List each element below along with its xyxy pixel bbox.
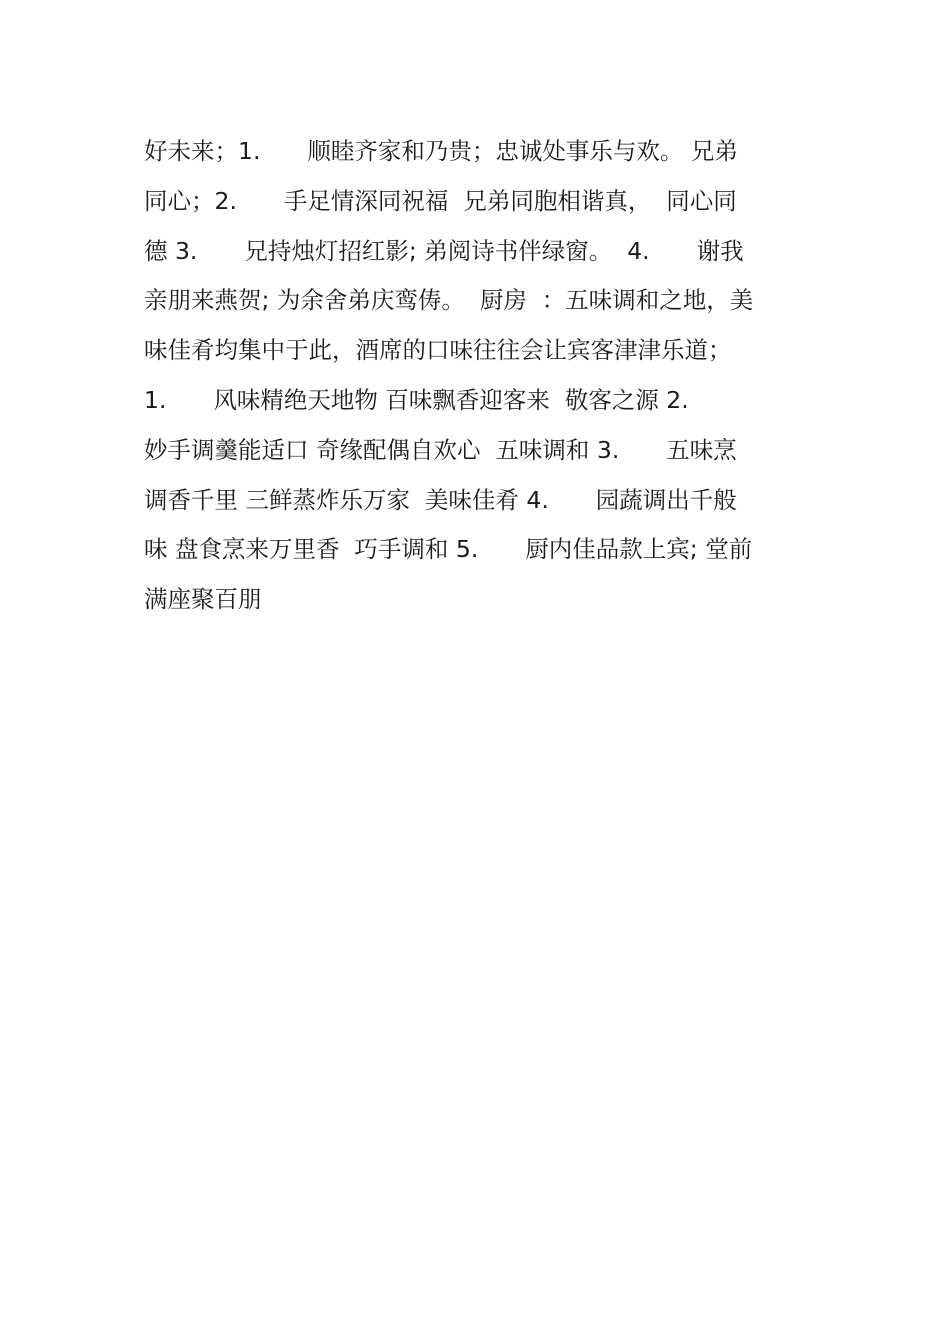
text-line: 味佳肴均集中于此，酒席的口味往往会让宾客津津乐道； bbox=[144, 336, 732, 365]
body-text bbox=[144, 127, 824, 625]
text-line: 好未来；1. 顺睦齐家和乃贵；忠诚处事乐与欢。 兄弟 bbox=[144, 137, 738, 165]
text-line: 调香千里 三鲜蒸炸乐万家 美味佳肴 4. 园蔬调出千般 bbox=[144, 485, 737, 514]
text-line: 亲朋来燕贺; 为余舍弟庆鸾俦。 厨房 ：五味调和之地，美 bbox=[144, 286, 754, 315]
text-line: 德 3. 兄持烛灯招红影; 弟阅诗书伴绿窗。 4. 谢我 bbox=[144, 236, 744, 265]
text-line: 1. 风味精绝天地物 百味飘香迎客来 敬客之源 2. bbox=[144, 385, 689, 414]
text-line: 妙手调羹能适口 奇缘配偶自欢心 五味调和 3. 五味烹 bbox=[144, 435, 737, 464]
text-line: 味 盘食烹来万里香 巧手调和 5. 厨内佳品款上宾; 堂前 bbox=[144, 535, 753, 564]
text-line: 同心；2. 手足情深同祝福 兄弟同胞相谐真， 同心同 bbox=[144, 186, 737, 215]
text-line: 满座聚百朋 bbox=[144, 585, 262, 614]
